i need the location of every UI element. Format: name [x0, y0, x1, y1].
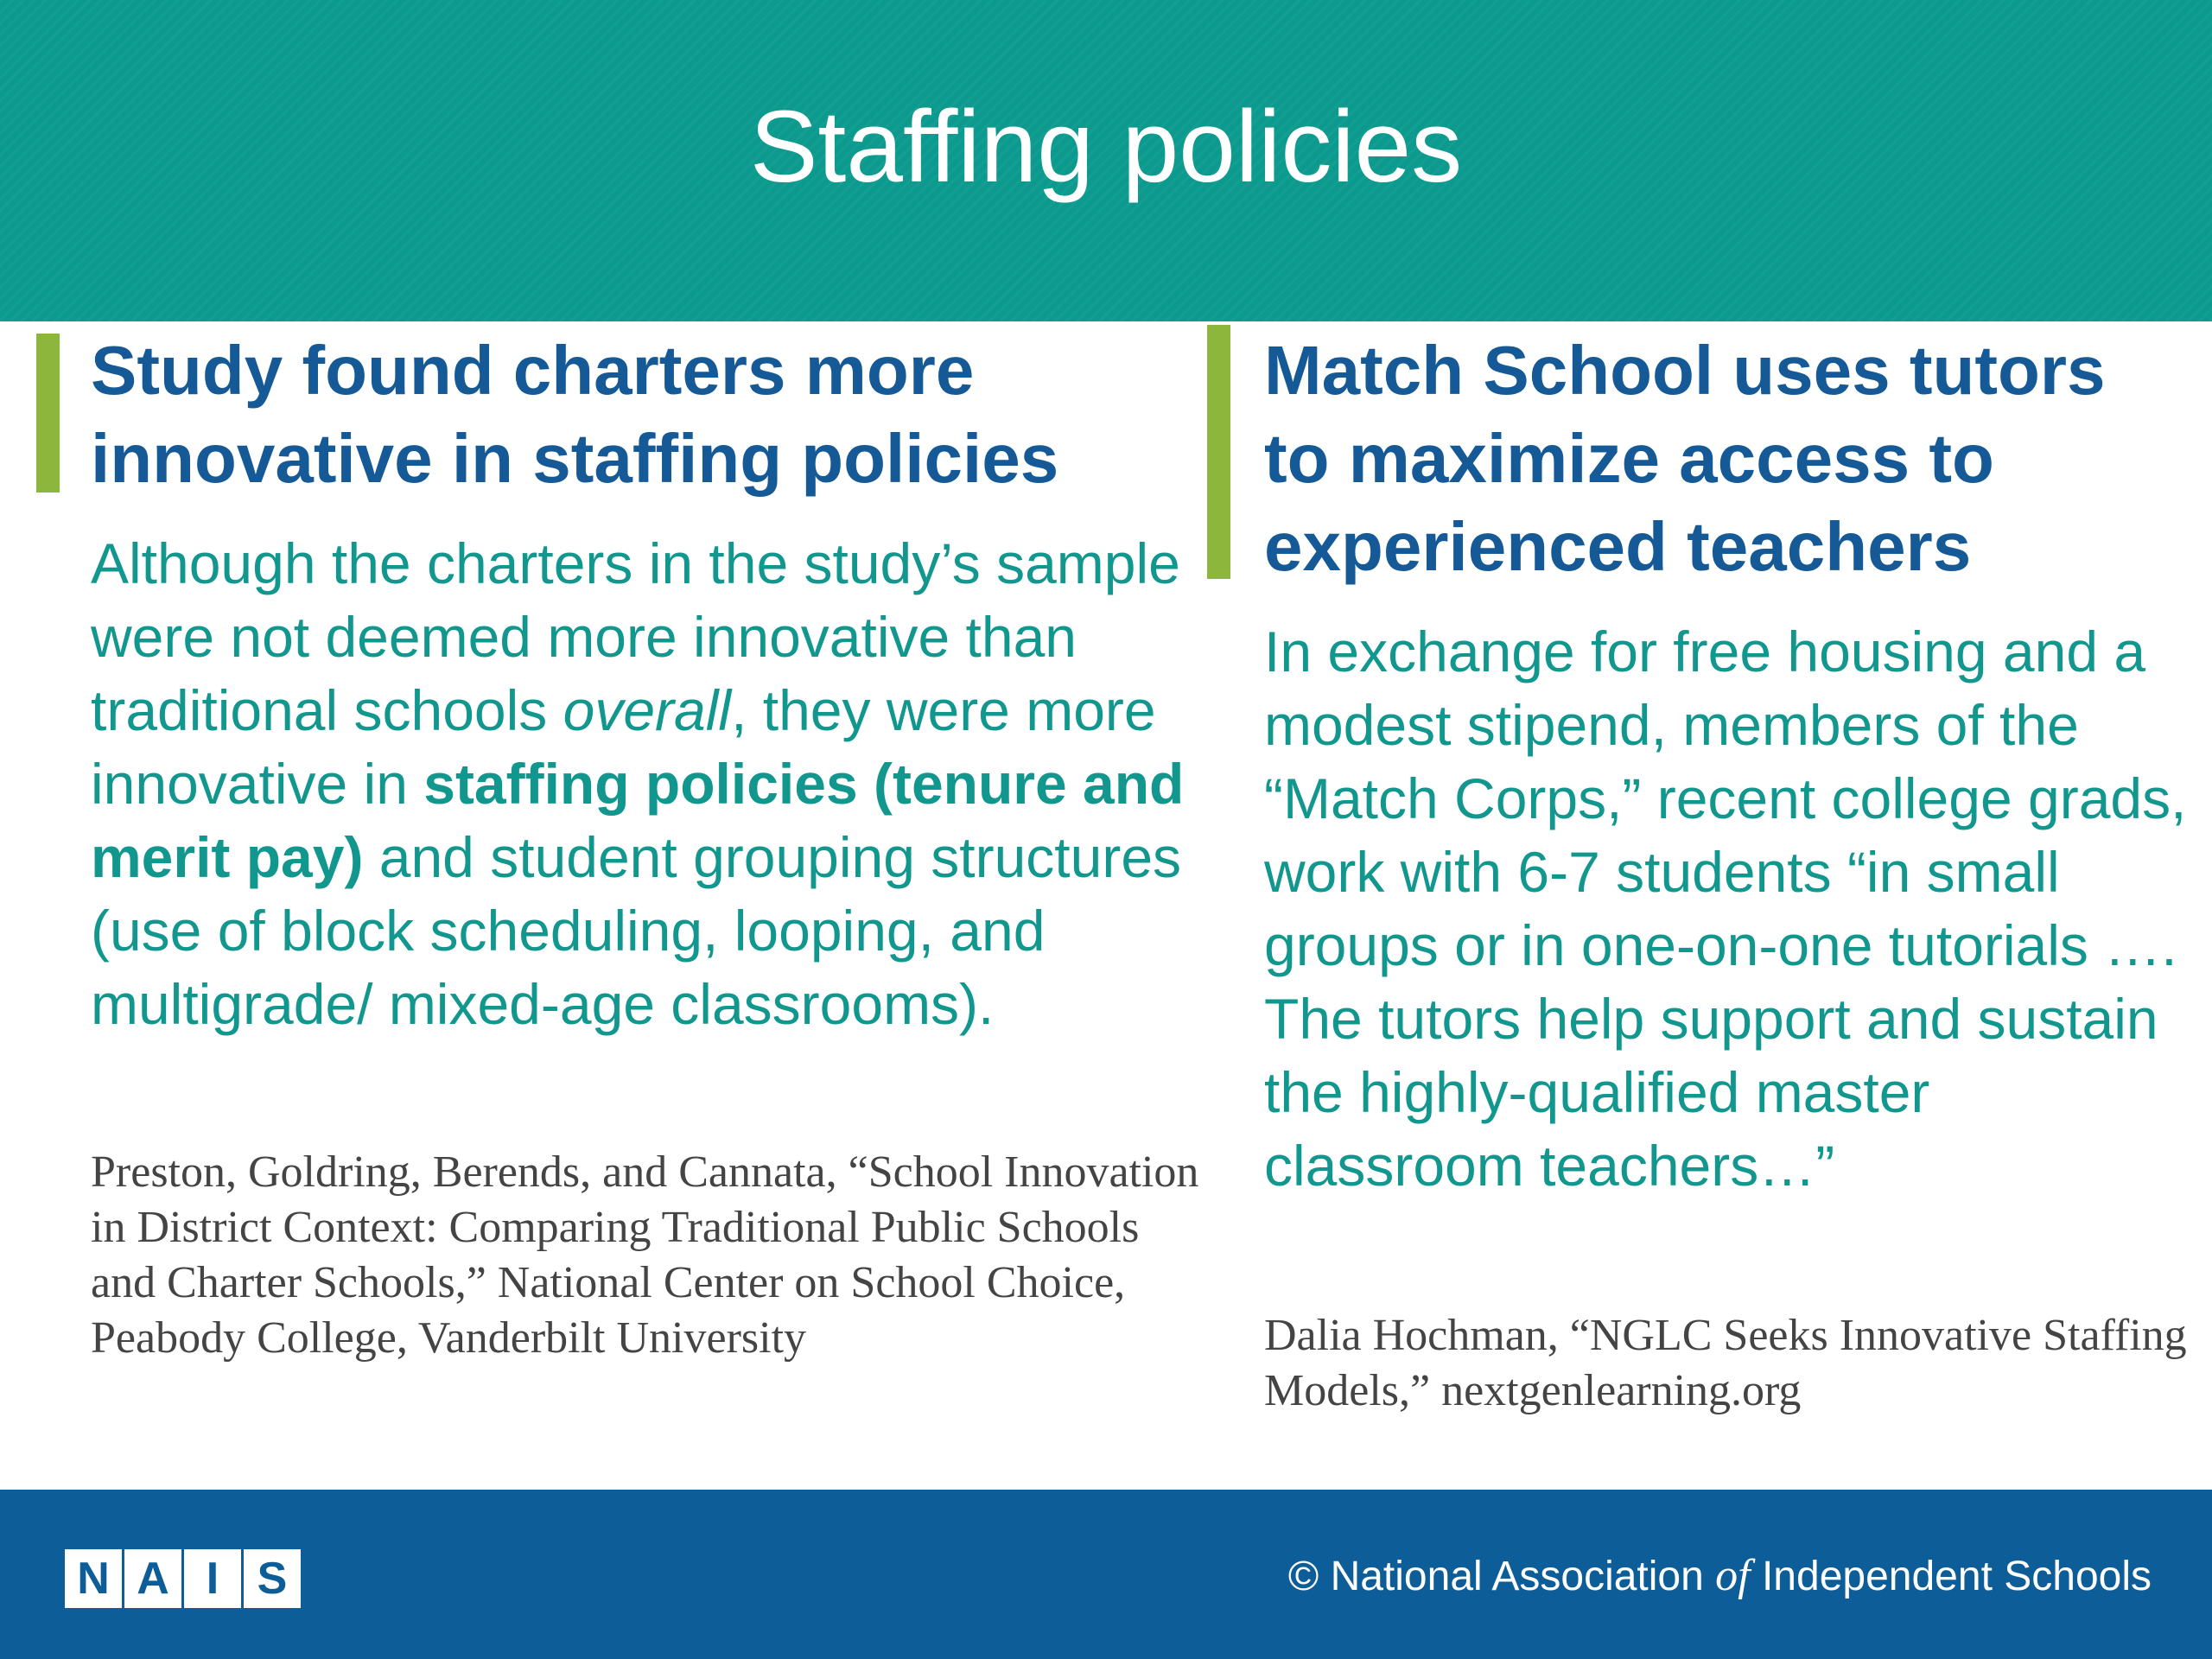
left-heading: [91, 327, 1179, 503]
logo-letter-n: N: [65, 1549, 122, 1608]
left-citation: [91, 1145, 1214, 1366]
right-body: [1264, 615, 2189, 1203]
right-heading-line2: to maximize access to: [1264, 420, 1994, 497]
left-heading-line2: innovative in staffing policies: [91, 420, 1059, 497]
right-citation: [1264, 1308, 2189, 1419]
left-heading-line1: Study found charters more: [91, 332, 975, 409]
logo-letter-i: I: [184, 1549, 241, 1608]
right-accent-bar: [1207, 325, 1230, 579]
left-body-emphasis: overall: [563, 678, 732, 742]
left-body-part2: , they were more innovative in: [91, 678, 1156, 816]
copyright-of: of: [1715, 1551, 1751, 1600]
logo-letter-a: A: [124, 1549, 181, 1608]
copyright-part1: National Association: [1330, 1554, 1704, 1599]
left-citation-text: Preston, Goldring, Berends, and Cannata, “School Innovation in District Context: Comparing Traditional Public Schools and Charter Schools,” National Center on School Choice, Peabody College, Vanderbilt University: [91, 1147, 1199, 1363]
right-heading-line3: experienced teachers: [1264, 508, 1972, 585]
left-body-part3: and student grouping structures (use of block scheduling, looping, and multigrade/ mixed-age classrooms).: [91, 825, 1182, 1036]
logo-letter-s: S: [244, 1549, 301, 1608]
right-citation-text: Dalia Hochman, “NGLC Seeks Innovative Staffing Models,” nextgenlearning.org: [1264, 1311, 2187, 1415]
left-accent-bar: [36, 334, 60, 493]
copyright-part2: Independent Schools: [1761, 1554, 2152, 1599]
nais-logo: [65, 1549, 303, 1608]
right-heading: [1264, 327, 2180, 591]
right-heading-line1: Match School uses tutors: [1264, 332, 2106, 409]
slide-title: Staffing policies: [749, 90, 1463, 204]
left-body-part1: Although the charters in the study’s sample were not deemed more innovative than traditional schools: [91, 531, 1180, 742]
copyright-icon: ©: [1287, 1554, 1319, 1599]
copyright-notice: [1288, 1549, 2152, 1604]
left-body: [91, 527, 1214, 1041]
right-body-text: In exchange for free housing and a modest stipend, members of the “Match Corps,” recent college grads, work with 6-7 students “in small groups or in one-on-one tutorials …. The tutors help support and sustain the highly-qualified master classroom teachers…”: [1264, 620, 2187, 1198]
left-body-strong: staffing policies (tenure and merit pay): [91, 752, 1185, 889]
